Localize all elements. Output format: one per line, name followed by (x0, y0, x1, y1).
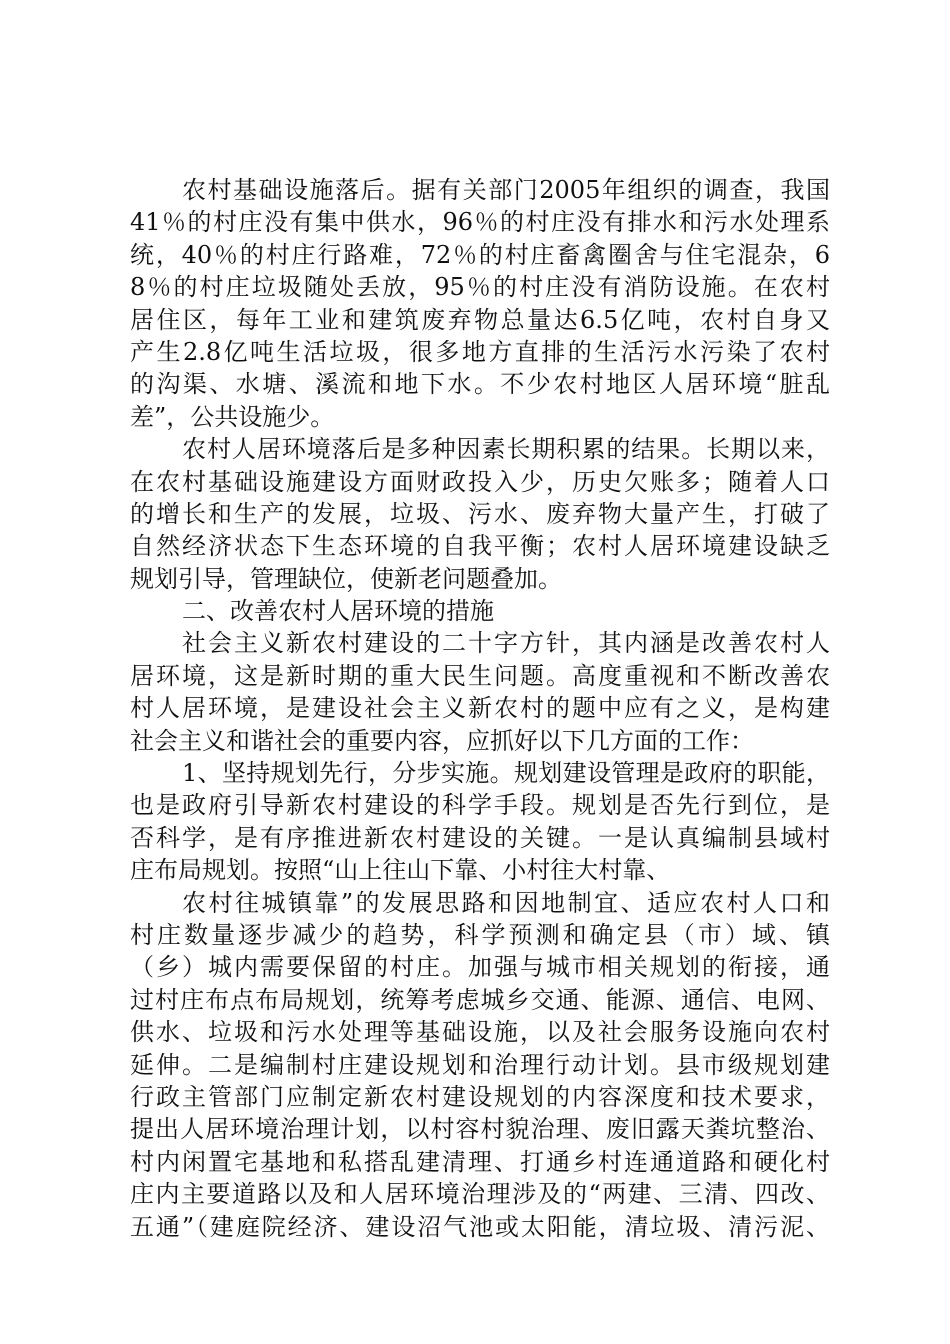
text-line: 提出人居环境治理计划，以村容村貌治理、废旧露天粪坑整治、 (130, 1115, 830, 1144)
text-line: 村人居环境，是建设社会主义新农村的题中应有之义，是构建 (130, 694, 830, 723)
text-line: 8％的村庄垃圾随处丢放，95％的村庄没有消防设施。在农村 (130, 273, 830, 302)
text-line: 农村往城镇靠”的发展思路和因地制宜、适应农村人口和 (182, 888, 830, 917)
text-line: 供水、垃圾和污水处理等基础设施，以及社会服务设施向农村 (130, 1018, 830, 1047)
text-line: 社会主义和谐社会的重要内容，应抓好以下几方面的工作： (130, 726, 754, 755)
text-line: （乡）城内需要保留的村庄。加强与城市相关规划的衔接，通 (130, 953, 830, 982)
text-line: 也是政府引导新农村建设的科学手段。规划是否先行到位，是 (130, 791, 830, 820)
text-line: 庄布局规划。按照“山上往山下靠、小村往大村靠、 (130, 856, 671, 885)
text-line: 否科学，是有序推进新农村建设的关键。一是认真编制县域村 (130, 823, 830, 852)
text-line: 社会主义新农村建设的二十字方针，其内涵是改善农村人 (182, 629, 830, 658)
text-line: 自然经济状态下生态环境的自我平衡；农村人居环境建设缺乏 (130, 532, 830, 561)
text-line: 规划引导，管理缺位，使新老问题叠加。 (130, 564, 562, 593)
text-line: 41％的村庄没有集中供水，96％的村庄没有排水和污水处理系 (130, 208, 830, 237)
text-line: 庄内主要道路以及和人居环境治理涉及的“两建、三清、四改、 (130, 1180, 830, 1209)
text-line: 五通”（建庭院经济、建设沼气池或太阳能，清垃圾、清污泥、 (130, 1212, 830, 1241)
text-line: 的增长和生产的发展，垃圾、污水、废弃物大量产生，打破了 (130, 499, 830, 528)
text-line: 1、坚持规划先行，分步实施。规划建设管理是政府的职能， (182, 759, 830, 788)
text-line: 村内闲置宅基地和私搭乱建清理、打通乡村连通道路和硬化村 (130, 1147, 830, 1176)
text-line: 居住区，每年工业和建筑废弃物总量达6.5亿吨，农村自身又 (130, 305, 830, 334)
text-line: 产生2.8亿吨生活垃圾，很多地方直排的生活污水污染了农村 (130, 337, 830, 366)
text-line: 农村基础设施落后。据有关部门2005年组织的调查，我国 (182, 176, 830, 204)
text-line: 的沟渠、水塘、溪流和地下水。不少农村地区人居环境“脏乱 (130, 370, 830, 399)
text-line: 在农村基础设施建设方面财政投入少，历史欠账多；随着人口 (130, 467, 830, 496)
text-line: 差”，公共设施少。 (130, 402, 335, 431)
text-line: 居环境，这是新时期的重大民生问题。高度重视和不断改善农 (130, 661, 830, 690)
text-line: 农村人居环境落后是多种因素长期积累的结果。长期以来， (182, 435, 830, 464)
document-page (130, 174, 830, 1243)
text-line: 延伸。二是编制村庄建设规划和治理行动计划。县市级规划建 (130, 1050, 830, 1079)
text-line: 二、改善农村人居环境的措施 (182, 597, 494, 626)
text-line: 行政主管部门应制定新农村建设规划的内容深度和技术要求， (130, 1082, 830, 1111)
text-line: 过村庄布点布局规划，统筹考虑城乡交通、能源、通信、电网、 (130, 985, 830, 1014)
text-line: 统，40％的村庄行路难，72％的村庄畜禽圈舍与住宅混杂，6 (130, 240, 830, 269)
text-line: 村庄数量逐步减少的趋势，科学预测和确定县（市）域、镇 (130, 920, 830, 949)
